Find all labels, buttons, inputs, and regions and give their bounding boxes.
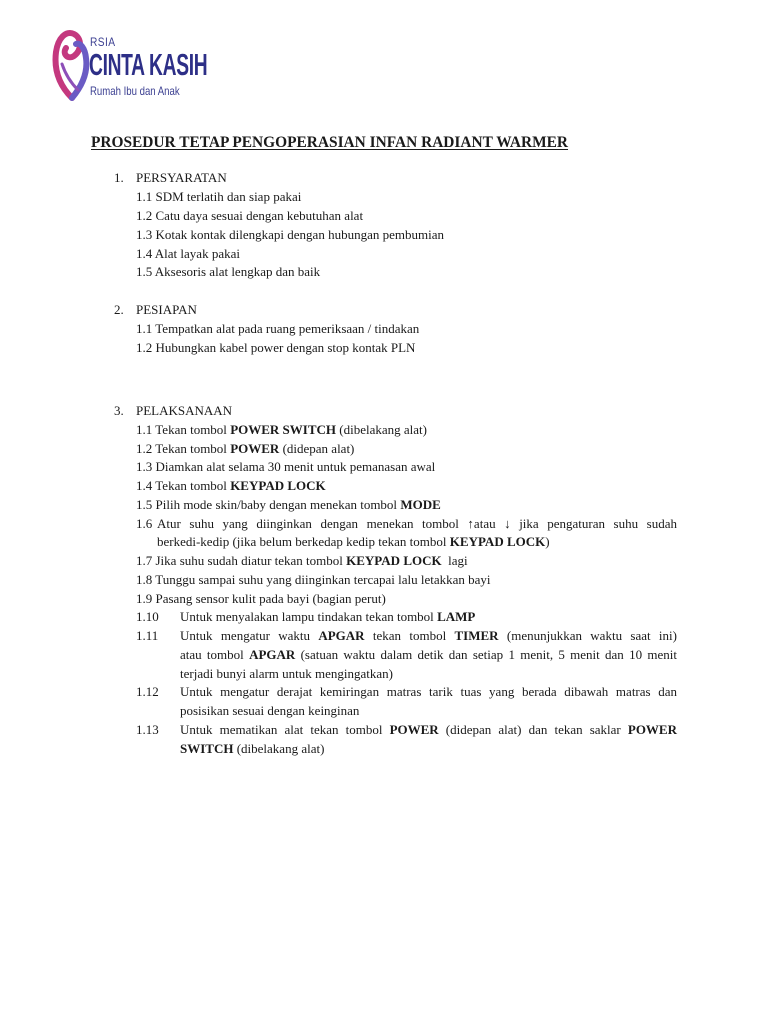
button-name: TIMER bbox=[454, 628, 499, 643]
button-name: KEYPAD LOCK bbox=[449, 534, 546, 549]
section-3-item-text: Untuk mengatur derajat kemiringan matras tarik tuas yang berada dibawah matras dan bbox=[180, 684, 677, 699]
section-3-item-text: posisikan sesuai dengan keinginan bbox=[180, 703, 360, 718]
section-3-item: 1.7 Jika suhu sudah diatur tekan tombol KEYPAD LOCK lagi bbox=[136, 553, 468, 568]
button-name: APGAR bbox=[318, 628, 365, 643]
item-number: 1.12 bbox=[136, 684, 159, 699]
section-3-item: 1.5 Pilih mode skin/baby dengan menekan tombol MODE bbox=[136, 497, 441, 512]
button-name: KEYPAD LOCK bbox=[230, 478, 326, 493]
section-2-item: 1.2 Hubungkan kabel power dengan stop kontak PLN bbox=[136, 340, 416, 355]
section-3-item-text: Untuk menyalakan lampu tindakan tekan tombol LAMP bbox=[180, 609, 476, 624]
button-name: POWER SWITCH bbox=[230, 422, 337, 437]
button-name: POWER bbox=[230, 441, 280, 456]
section-1-item: 1.1 SDM terlatih dan siap pakai bbox=[136, 189, 302, 204]
section-3-item-text: SWITCH (dibelakang alat) bbox=[180, 741, 325, 756]
section-1-number: 1. bbox=[114, 170, 124, 185]
section-3-heading: PELAKSANAAN bbox=[136, 403, 233, 418]
button-name: POWER bbox=[389, 722, 439, 737]
section-1-item: 1.4 Alat layak pakai bbox=[136, 246, 240, 261]
item-number: 1.13 bbox=[136, 722, 159, 737]
section-3-item: 1.1 Tekan tombol POWER SWITCH (dibelakang alat) bbox=[136, 422, 427, 437]
section-3-item-text: berkedi-kedip (jika belum berkedap kedip tekan tombol KEYPAD LOCK) bbox=[157, 534, 550, 549]
section-3-item: 1.9 Pasang sensor kulit pada bayi (bagian perut) bbox=[136, 591, 386, 606]
section-3-item-text: Untuk mematikan alat tekan tombol POWER (didepan alat) dan tekan saklar POWER bbox=[180, 722, 677, 737]
section-2-item: 1.1 Tempatkan alat pada ruang pemeriksaan / tindakan bbox=[136, 321, 420, 336]
button-name: KEYPAD LOCK bbox=[346, 553, 442, 568]
section-1-item: 1.3 Kotak kontak dilengkapi dengan hubungan pembumian bbox=[136, 227, 444, 242]
heart-ribbon-logo-icon bbox=[52, 24, 92, 102]
section-3-item: 1.4 Tekan tombol KEYPAD LOCK bbox=[136, 478, 326, 493]
section-3-item: 1.3 Diamkan alat selama 30 menit untuk pemanasan awal bbox=[136, 459, 436, 474]
item-number: 1.6 bbox=[136, 516, 153, 531]
section-3-item-text: terjadi bunyi alarm untuk mengingatkan) bbox=[180, 666, 393, 681]
section-3-item-text: Untuk mengatur waktu APGAR tekan tombol TIMER (menunjukkan waktu saat ini) bbox=[180, 628, 677, 643]
section-3-item-text: Atur suhu yang diinginkan dengan menekan tombol ↑atau ↓ jika pengaturan suhu sudah bbox=[157, 516, 677, 531]
section-1-item: 1.2 Catu daya sesuai dengan kebutuhan alat bbox=[136, 208, 364, 223]
button-name: LAMP bbox=[437, 609, 476, 624]
section-3-item-text: atau tombol APGAR (satuan waktu dalam detik dan setiap 1 menit, 5 menit dan 10 menit bbox=[180, 647, 677, 662]
logo-tagline-text: Rumah Ibu dan Anak bbox=[90, 84, 180, 98]
item-number: 1.11 bbox=[136, 628, 159, 643]
item-number: 1.10 bbox=[136, 609, 159, 624]
logo-rsia-text: RSIA bbox=[90, 35, 116, 49]
button-name: MODE bbox=[400, 497, 441, 512]
section-3-item: 1.8 Tunggu sampai suhu yang diinginkan tercapai lalu letakkan bayi bbox=[136, 572, 491, 587]
button-name: POWER bbox=[627, 722, 677, 737]
section-2-number: 2. bbox=[114, 302, 124, 317]
button-name: SWITCH bbox=[180, 741, 234, 756]
section-1-item: 1.5 Aksesoris alat lengkap dan baik bbox=[136, 264, 321, 279]
section-3-number: 3. bbox=[114, 403, 124, 418]
logo-name-text: CINTA KASIH bbox=[89, 47, 208, 82]
section-2-heading: PESIAPAN bbox=[136, 302, 197, 317]
section-1-heading: PERSYARATAN bbox=[136, 170, 227, 185]
section-3-item: 1.2 Tekan tombol POWER (didepan alat) bbox=[136, 441, 355, 456]
document-title: PROSEDUR TETAP PENGOPERASIAN INFAN RADIANT WARMER bbox=[91, 134, 569, 151]
hospital-logo bbox=[52, 22, 212, 104]
button-name: APGAR bbox=[249, 647, 296, 662]
